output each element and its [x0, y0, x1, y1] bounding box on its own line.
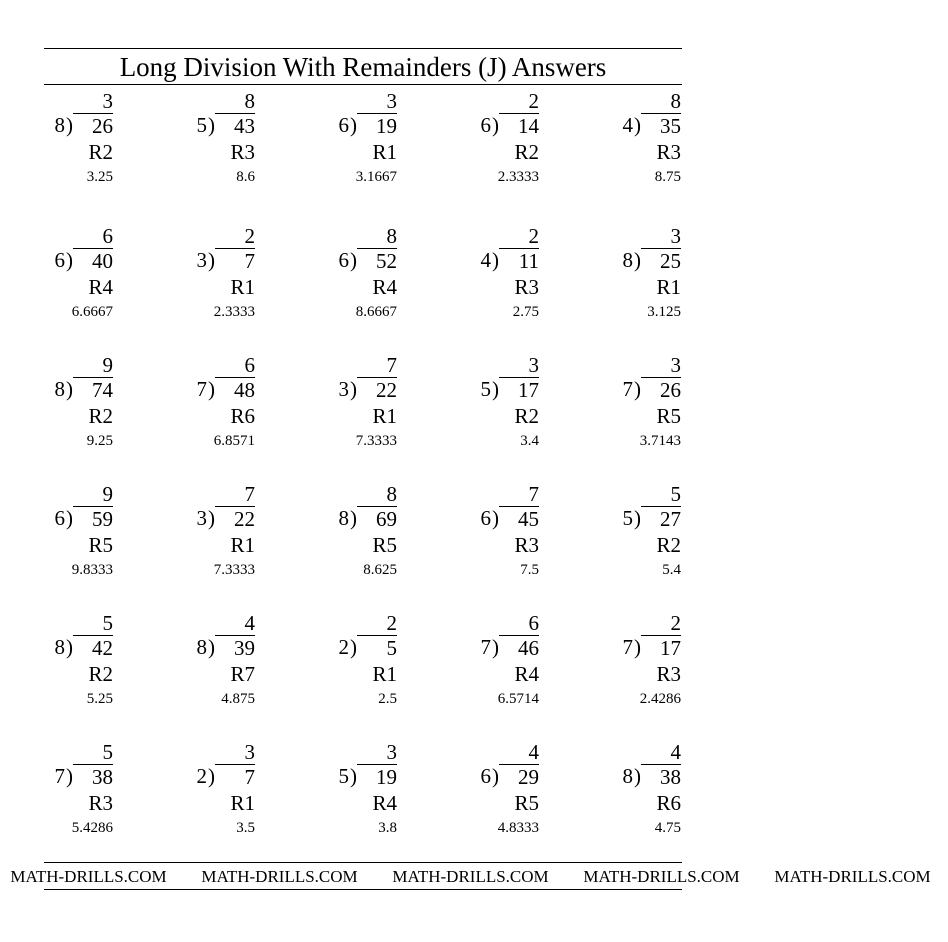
- dividend: 17: [499, 377, 539, 402]
- quotient: 4: [670, 740, 681, 764]
- division-problem: [257, 353, 397, 493]
- remainder: R4: [372, 791, 397, 815]
- divisor: 5: [196, 113, 207, 137]
- division-row: [55, 113, 114, 138]
- remainder: R4: [88, 275, 113, 299]
- dividend: 22: [215, 506, 255, 531]
- division-problem: [257, 740, 397, 880]
- divisor: 6: [480, 764, 491, 788]
- division-problem: [0, 89, 113, 229]
- division-row: [623, 635, 682, 660]
- divisor: 8: [622, 248, 633, 272]
- division-bracket: ): [66, 377, 73, 401]
- division-row: [55, 635, 114, 660]
- quotient: 6: [244, 353, 255, 377]
- decimal-answer: 6.5714: [497, 691, 539, 707]
- division-problem: [257, 89, 397, 229]
- division-bracket: ): [350, 248, 357, 272]
- dividend: 40: [73, 248, 113, 273]
- quotient: 3: [386, 89, 397, 113]
- remainder: R1: [656, 275, 681, 299]
- division-problem: [399, 224, 539, 364]
- decimal-answer: 3.4: [520, 433, 539, 449]
- division-row: [481, 113, 540, 138]
- decimal-answer: 7.5: [520, 562, 539, 578]
- dividend: 46: [499, 635, 539, 660]
- footer-text: MATH-DRILLS.COM: [10, 867, 167, 886]
- divisor: 2: [338, 635, 349, 659]
- dividend: 74: [73, 377, 113, 402]
- divisor: 8: [54, 377, 65, 401]
- quotient: 2: [244, 224, 255, 248]
- divisor: 3: [196, 248, 207, 272]
- remainder: R1: [372, 404, 397, 428]
- division-row: [623, 113, 682, 138]
- footer-banner: [10, 866, 931, 888]
- decimal-answer: 4.75: [654, 820, 681, 836]
- decimal-answer: 3.8: [378, 820, 397, 836]
- divisor: 6: [54, 506, 65, 530]
- dividend: 39: [215, 635, 255, 660]
- remainder: R1: [230, 791, 255, 815]
- division-bracket: ): [492, 764, 499, 788]
- dividend: 19: [357, 764, 397, 789]
- decimal-answer: 3.125: [647, 304, 681, 320]
- remainder: R2: [88, 140, 113, 164]
- decimal-answer: 5.4286: [71, 820, 113, 836]
- dividend: 5: [357, 635, 397, 660]
- division-bracket: ): [66, 248, 73, 272]
- quotient: 5: [102, 740, 113, 764]
- division-row: [623, 764, 682, 789]
- division-bracket: ): [350, 377, 357, 401]
- remainder: R5: [656, 404, 681, 428]
- remainder: R2: [514, 140, 539, 164]
- division-bracket: ): [66, 764, 73, 788]
- division-bracket: ): [66, 635, 73, 659]
- decimal-answer: 2.3333: [497, 169, 539, 185]
- dividend: 43: [215, 113, 255, 138]
- quotient: 3: [102, 89, 113, 113]
- dividend: 69: [357, 506, 397, 531]
- division-problem: [541, 611, 681, 751]
- dividend: 29: [499, 764, 539, 789]
- decimal-answer: 8.6: [236, 169, 255, 185]
- division-row: [55, 248, 114, 273]
- division-bracket: ): [492, 506, 499, 530]
- division-bracket: ): [634, 377, 641, 401]
- dividend: 7: [215, 764, 255, 789]
- decimal-answer: 8.6667: [355, 304, 397, 320]
- quotient: 8: [244, 89, 255, 113]
- decimal-answer: 9.8333: [71, 562, 113, 578]
- footer-text: MATH-DRILLS.COM: [392, 867, 549, 886]
- dividend: 38: [641, 764, 681, 789]
- remainder: R1: [372, 140, 397, 164]
- division-row: [197, 764, 256, 789]
- divisor: 5: [338, 764, 349, 788]
- division-row: [197, 113, 256, 138]
- division-bracket: ): [634, 248, 641, 272]
- dividend: 45: [499, 506, 539, 531]
- quotient: 9: [102, 353, 113, 377]
- division-problem: [115, 353, 255, 493]
- footer-text: MATH-DRILLS.COM: [774, 867, 931, 886]
- division-row: [197, 506, 256, 531]
- divisor: 6: [54, 248, 65, 272]
- quotient: 4: [528, 740, 539, 764]
- footer-text: MATH-DRILLS.COM: [583, 867, 740, 886]
- decimal-answer: 7.3333: [213, 562, 255, 578]
- footer-bottom-rule: [44, 889, 682, 890]
- division-bracket: ): [350, 506, 357, 530]
- remainder: R3: [656, 662, 681, 686]
- footer-text: MATH-DRILLS.COM: [201, 867, 358, 886]
- division-bracket: ): [492, 635, 499, 659]
- division-problem: [257, 224, 397, 364]
- dividend: 11: [499, 248, 539, 273]
- division-problem: [0, 224, 113, 364]
- dividend: 52: [357, 248, 397, 273]
- divisor: 2: [196, 764, 207, 788]
- quotient: 6: [102, 224, 113, 248]
- division-bracket: ): [208, 248, 215, 272]
- division-problem: [399, 740, 539, 880]
- dividend: 14: [499, 113, 539, 138]
- division-bracket: ): [634, 635, 641, 659]
- quotient: 2: [528, 224, 539, 248]
- divisor: 8: [622, 764, 633, 788]
- divisor: 3: [196, 506, 207, 530]
- division-problem: [0, 740, 113, 880]
- division-row: [339, 506, 398, 531]
- division-row: [339, 635, 398, 660]
- footer-top-rule: [44, 862, 682, 863]
- division-bracket: ): [350, 113, 357, 137]
- division-bracket: ): [208, 764, 215, 788]
- division-problem: [115, 611, 255, 751]
- division-problem: [541, 353, 681, 493]
- decimal-answer: 3.5: [236, 820, 255, 836]
- division-bracket: ): [492, 113, 499, 137]
- decimal-answer: 2.75: [512, 304, 539, 320]
- remainder: R3: [656, 140, 681, 164]
- dividend: 27: [641, 506, 681, 531]
- decimal-answer: 3.1667: [355, 169, 397, 185]
- divisor: 8: [338, 506, 349, 530]
- division-row: [623, 248, 682, 273]
- decimal-answer: 8.75: [654, 169, 681, 185]
- division-problem: [399, 353, 539, 493]
- division-problem: [0, 611, 113, 751]
- division-bracket: ): [208, 635, 215, 659]
- remainder: R7: [230, 662, 255, 686]
- decimal-answer: 2.3333: [213, 304, 255, 320]
- division-row: [197, 377, 256, 402]
- divisor: 7: [622, 635, 633, 659]
- remainder: R3: [514, 275, 539, 299]
- quotient: 5: [670, 482, 681, 506]
- divisor: 7: [622, 377, 633, 401]
- decimal-answer: 6.6667: [71, 304, 113, 320]
- division-row: [623, 377, 682, 402]
- divisor: 4: [480, 248, 491, 272]
- division-problem: [541, 89, 681, 229]
- dividend: 19: [357, 113, 397, 138]
- division-row: [339, 248, 398, 273]
- dividend: 26: [641, 377, 681, 402]
- decimal-answer: 5.25: [86, 691, 113, 707]
- division-bracket: ): [492, 248, 499, 272]
- division-row: [481, 377, 540, 402]
- remainder: R3: [514, 533, 539, 557]
- quotient: 6: [528, 611, 539, 635]
- division-bracket: ): [634, 764, 641, 788]
- decimal-answer: 3.25: [86, 169, 113, 185]
- divisor: 7: [54, 764, 65, 788]
- division-row: [55, 764, 114, 789]
- division-row: [481, 635, 540, 660]
- quotient: 2: [670, 611, 681, 635]
- divisor: 4: [622, 113, 633, 137]
- division-problem: [115, 482, 255, 622]
- division-problem: [399, 89, 539, 229]
- remainder: R5: [372, 533, 397, 557]
- remainder: R4: [372, 275, 397, 299]
- remainder: R1: [230, 275, 255, 299]
- remainder: R2: [88, 404, 113, 428]
- division-problem: [541, 482, 681, 622]
- remainder: R4: [514, 662, 539, 686]
- divisor: 8: [54, 635, 65, 659]
- division-problem: [0, 482, 113, 622]
- division-row: [481, 764, 540, 789]
- dividend: 38: [73, 764, 113, 789]
- division-row: [623, 506, 682, 531]
- division-bracket: ): [208, 113, 215, 137]
- page-title: Long Division With Remainders (J) Answers: [119, 52, 607, 82]
- remainder: R6: [230, 404, 255, 428]
- remainder: R5: [88, 533, 113, 557]
- decimal-answer: 2.4286: [639, 691, 681, 707]
- division-row: [55, 377, 114, 402]
- decimal-answer: 5.4: [662, 562, 681, 578]
- dividend: 59: [73, 506, 113, 531]
- dividend: 22: [357, 377, 397, 402]
- division-bracket: ): [208, 506, 215, 530]
- remainder: R1: [230, 533, 255, 557]
- division-problem: [0, 353, 113, 493]
- division-problem: [257, 611, 397, 751]
- decimal-answer: 4.8333: [497, 820, 539, 836]
- remainder: R1: [372, 662, 397, 686]
- dividend: 48: [215, 377, 255, 402]
- divisor: 5: [480, 377, 491, 401]
- decimal-answer: 4.875: [221, 691, 255, 707]
- division-bracket: ): [634, 506, 641, 530]
- dividend: 17: [641, 635, 681, 660]
- quotient: 3: [670, 353, 681, 377]
- quotient: 9: [102, 482, 113, 506]
- division-row: [197, 635, 256, 660]
- quotient: 3: [670, 224, 681, 248]
- divisor: 6: [480, 113, 491, 137]
- remainder: R6: [656, 791, 681, 815]
- quotient: 7: [528, 482, 539, 506]
- remainder: R3: [230, 140, 255, 164]
- remainder: R2: [514, 404, 539, 428]
- division-problem: [257, 482, 397, 622]
- divisor: 6: [338, 113, 349, 137]
- division-row: [481, 506, 540, 531]
- decimal-answer: 2.5: [378, 691, 397, 707]
- divisor: 5: [622, 506, 633, 530]
- footer-track: [0, 866, 948, 888]
- division-bracket: ): [350, 635, 357, 659]
- dividend: 7: [215, 248, 255, 273]
- quotient: 4: [244, 611, 255, 635]
- division-problem: [115, 224, 255, 364]
- division-row: [339, 113, 398, 138]
- divisor: 8: [54, 113, 65, 137]
- division-bracket: ): [208, 377, 215, 401]
- quotient: 7: [244, 482, 255, 506]
- division-problem: [399, 482, 539, 622]
- quotient: 8: [386, 224, 397, 248]
- dividend: 42: [73, 635, 113, 660]
- dividend: 26: [73, 113, 113, 138]
- division-row: [197, 248, 256, 273]
- decimal-answer: 9.25: [86, 433, 113, 449]
- division-problem: [399, 611, 539, 751]
- division-bracket: ): [350, 764, 357, 788]
- division-row: [339, 764, 398, 789]
- divisor: 8: [196, 635, 207, 659]
- quotient: 3: [528, 353, 539, 377]
- quotient: 3: [386, 740, 397, 764]
- division-row: [481, 248, 540, 273]
- division-bracket: ): [66, 506, 73, 530]
- quotient: 2: [528, 89, 539, 113]
- division-bracket: ): [66, 113, 73, 137]
- division-row: [339, 377, 398, 402]
- remainder: R3: [88, 791, 113, 815]
- division-problem: [115, 89, 255, 229]
- decimal-answer: 3.7143: [639, 433, 681, 449]
- dividend: 35: [641, 113, 681, 138]
- divisor: 6: [480, 506, 491, 530]
- dividend: 25: [641, 248, 681, 273]
- division-bracket: ): [492, 377, 499, 401]
- division-problem: [541, 224, 681, 364]
- remainder: R2: [656, 533, 681, 557]
- quotient: 5: [102, 611, 113, 635]
- divisor: 7: [480, 635, 491, 659]
- remainder: R2: [88, 662, 113, 686]
- remainder: R5: [514, 791, 539, 815]
- divisor: 7: [196, 377, 207, 401]
- division-row: [55, 506, 114, 531]
- quotient: 3: [244, 740, 255, 764]
- quotient: 7: [386, 353, 397, 377]
- decimal-answer: 8.625: [363, 562, 397, 578]
- decimal-answer: 6.8571: [213, 433, 255, 449]
- quotient: 2: [386, 611, 397, 635]
- divisor: 6: [338, 248, 349, 272]
- divisor: 3: [338, 377, 349, 401]
- division-bracket: ): [634, 113, 641, 137]
- decimal-answer: 7.3333: [355, 433, 397, 449]
- quotient: 8: [386, 482, 397, 506]
- quotient: 8: [670, 89, 681, 113]
- division-problem: [541, 740, 681, 880]
- division-problem: [115, 740, 255, 880]
